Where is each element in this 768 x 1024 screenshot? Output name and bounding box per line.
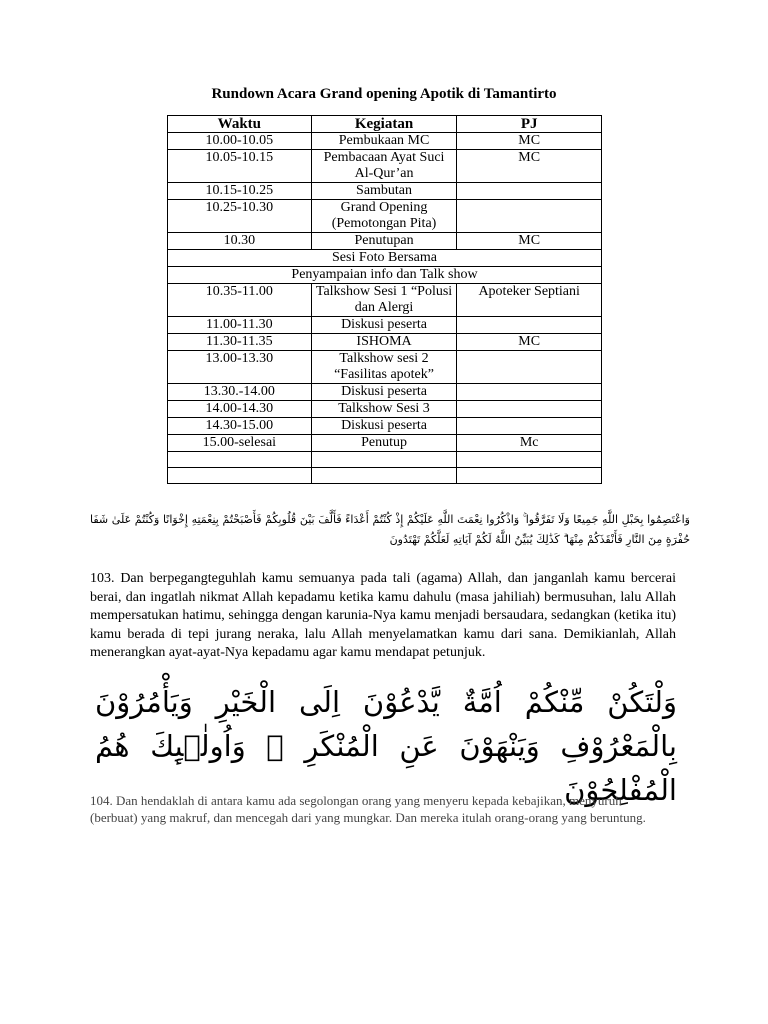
- cell-kegiatan: [311, 468, 457, 484]
- cell-span: Penyampaian info dan Talk show: [168, 267, 602, 284]
- table-row: [168, 200, 602, 233]
- cell-waktu: [168, 452, 312, 468]
- header-kegiatan: Kegiatan: [311, 116, 457, 133]
- cell-waktu: 10.05-10.15: [168, 150, 312, 183]
- cell-waktu: 14.00-14.30: [168, 401, 312, 418]
- table-row: [168, 334, 602, 351]
- table-row: [168, 250, 602, 267]
- cell-pj: [457, 200, 602, 233]
- cell-waktu: 10.30: [168, 233, 312, 250]
- cell-kegiatan: Penutup: [311, 435, 457, 452]
- cell-kegiatan: Grand Opening (Pemotongan Pita): [311, 200, 457, 233]
- cell-waktu: 11.00-11.30: [168, 317, 312, 334]
- table-row: [168, 150, 602, 183]
- cell-waktu: 10.35-11.00: [168, 284, 312, 317]
- table-row: [168, 317, 602, 334]
- cell-pj: Mc: [457, 435, 602, 452]
- rundown-table: [167, 115, 602, 484]
- cell-waktu: 11.30-11.35: [168, 334, 312, 351]
- cell-pj: [457, 384, 602, 401]
- cell-kegiatan: Pembukaan MC: [311, 133, 457, 150]
- header-pj: PJ: [457, 116, 602, 133]
- document-title: Rundown Acara Grand opening Apotik di Tamantirto: [211, 86, 557, 102]
- table-row-empty: [168, 452, 602, 468]
- cell-waktu: 13.30.-14.00: [168, 384, 312, 401]
- cell-waktu: 10.25-10.30: [168, 200, 312, 233]
- cell-pj: MC: [457, 334, 602, 351]
- cell-pj: [457, 401, 602, 418]
- cell-kegiatan: ISHOMA: [311, 334, 457, 351]
- cell-kegiatan: Pembacaan Ayat Suci Al-Qur’an: [311, 150, 457, 183]
- cell-waktu: 13.00-13.30: [168, 351, 312, 384]
- cell-pj: [457, 183, 602, 200]
- cell-waktu: 14.30-15.00: [168, 418, 312, 435]
- cell-kegiatan: Diskusi peserta: [311, 418, 457, 435]
- cell-pj: MC: [457, 150, 602, 183]
- cell-kegiatan: Diskusi peserta: [311, 317, 457, 334]
- cell-pj: MC: [457, 133, 602, 150]
- ayat-104-arabic: وَلْتَكُنْ مِّنْكُمْ اُمَّةٌ يَّدْعُوْنَ اِلَى الْخَيْرِ وَيَأْمُرُوْنَ بِالْمَعْرُوْفِ وَيَنْهَوْنَ عَنِ الْمُنْكَرِ ۗ وَاُولٰۤىِٕكَ هُمُ الْمُفْلِحُوْنَ: [95, 685, 677, 807]
- table-row: [168, 351, 602, 384]
- cell-waktu: [168, 468, 312, 484]
- table-row: [168, 183, 602, 200]
- cell-pj: [457, 351, 602, 384]
- cell-pj: [457, 452, 602, 468]
- cell-kegiatan: Sambutan: [311, 183, 457, 200]
- cell-kegiatan: Diskusi peserta: [311, 384, 457, 401]
- ayat-104-translation: 104. Dan hendaklah di antara kamu ada segolongan orang yang menyeru kepada kebajikan, menyuruh (berbuat) yang makruf, dan mencegah dari yang mungkar. Dan mereka itulah orang-orang yang beruntung.: [90, 793, 646, 825]
- cell-pj: [457, 468, 602, 484]
- cell-waktu: 10.00-10.05: [168, 133, 312, 150]
- ayat-103-translation: 103. Dan berpegangteguhlah kamu semuanya pada tali (agama) Allah, dan janganlah kamu bercerai berai, dan ingatlah nikmat Allah kepadamu ketika kamu dahulu (masa jahiliah) bermusuhan, lalu Allah mempersatukan hatimu, sehingga dengan karunia-Nya kamu menjadi bersaudara, sedangkan (ketika itu) kamu berada di tepi jurang neraka, lalu Allah menyelamatkan kamu dari sana. Demikianlah, Allah menerangkan ayat-ayat-Nya kepadamu agar kamu mendapat petunjuk.: [90, 571, 676, 660]
- header-waktu: Waktu: [168, 116, 312, 133]
- table-row: [168, 267, 602, 284]
- table-row: [168, 418, 602, 435]
- cell-pj: Apoteker Septiani: [457, 284, 602, 317]
- cell-span: Sesi Foto Bersama: [168, 250, 602, 267]
- cell-waktu: 15.00-selesai: [168, 435, 312, 452]
- cell-kegiatan: Talkshow Sesi 1 “Polusi dan Alergi: [311, 284, 457, 317]
- cell-kegiatan: Penutupan: [311, 233, 457, 250]
- table-header-row: [168, 116, 602, 133]
- table-row: [168, 384, 602, 401]
- table-row: [168, 133, 602, 150]
- table-row: [168, 233, 602, 250]
- cell-pj: [457, 418, 602, 435]
- cell-pj: MC: [457, 233, 602, 250]
- table-row: [168, 435, 602, 452]
- cell-kegiatan: Talkshow sesi 2 “Fasilitas apotek”: [311, 351, 457, 384]
- ayat-103-arabic: وَاعْتَصِمُوا بِحَبْلِ اللَّهِ جَمِيعًا وَلَا تَفَرَّقُوا ۚ وَاذْكُرُوا نِعْمَتَ اللَّهِ عَلَيْكُمْ إِذْ كُنْتُمْ أَعْدَاءً فَأَلَّفَ بَيْنَ قُلُوبِكُمْ فَأَصْبَحْتُمْ بِنِعْمَتِهِ إِخْوَانًا وَكُنْتُمْ عَلَىٰ شَفَا حُفْرَةٍ مِنَ النَّارِ فَأَنْقَذَكُمْ مِنْهَا ۗ كَذَٰلِكَ يُبَيِّنُ اللَّهُ لَكُمْ آيَاتِهِ لَعَلَّكُمْ تَهْتَدُونَ: [90, 513, 690, 546]
- cell-waktu: 10.15-10.25: [168, 183, 312, 200]
- cell-pj: [457, 317, 602, 334]
- table-row-empty: [168, 468, 602, 484]
- cell-kegiatan: [311, 452, 457, 468]
- cell-kegiatan: Talkshow Sesi 3: [311, 401, 457, 418]
- table-row: [168, 284, 602, 317]
- table-row: [168, 401, 602, 418]
